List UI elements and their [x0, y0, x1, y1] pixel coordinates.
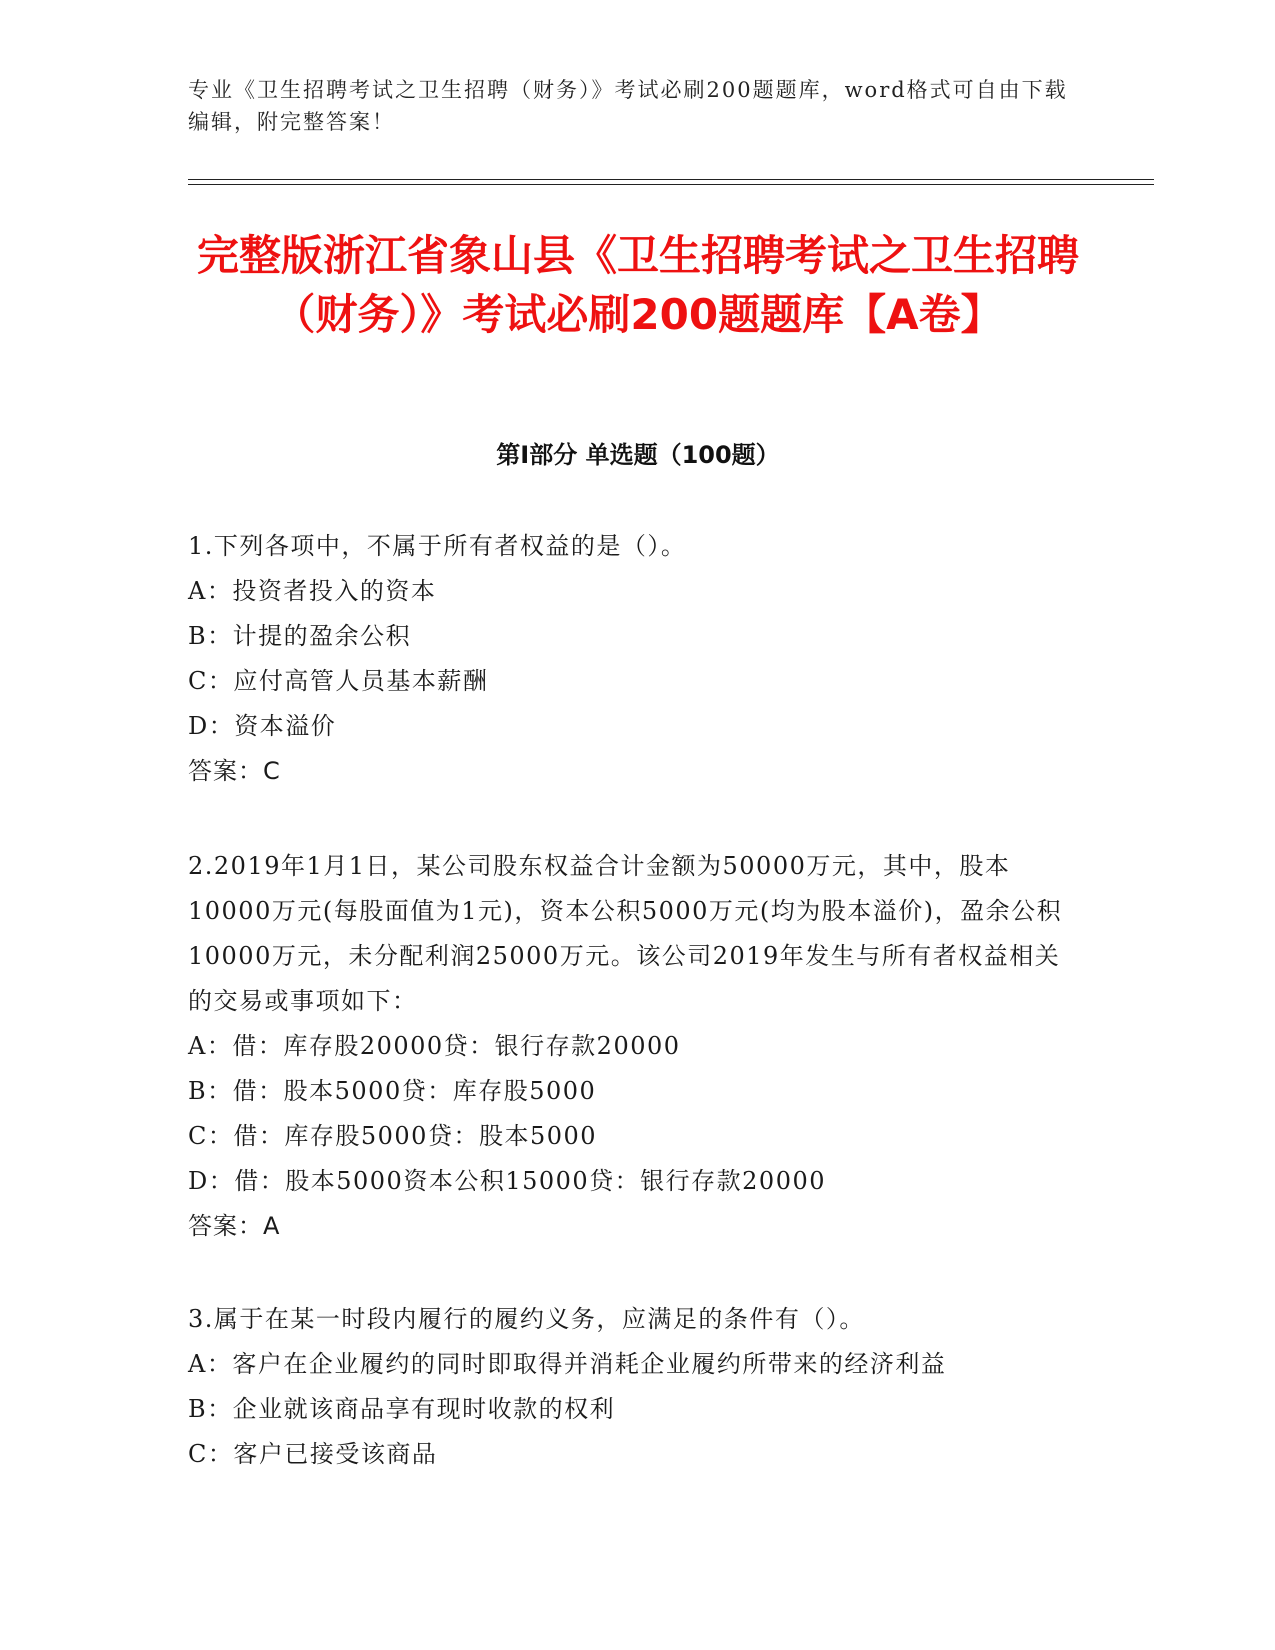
header-note: 专业《卫生招聘考试之卫生招聘（财务）》考试必刷200题题库，word格式可自由下载编辑，附完整答案！ [188, 78, 1068, 134]
header-divider-top [188, 179, 1154, 180]
option-d: D：借：股本5000资本公积15000贷：银行存款20000 [188, 1167, 827, 1195]
option-a: A：借：库存股20000贷：银行存款20000 [188, 1032, 681, 1060]
question-stem: 3.属于在某一时段内履行的履约义务，应满足的条件有（）。 [188, 1305, 865, 1333]
answer: 答案：A [188, 1212, 281, 1240]
section-heading: 第I部分 单选题（100题） [496, 441, 780, 469]
option-b: B：计提的盈余公积 [188, 622, 412, 650]
document-title: 完整版浙江省象山县《卫生招聘考试之卫生招聘（财务）》考试必刷200题题库【A卷】 [196, 231, 1079, 339]
option-d: D：资本溢价 [188, 712, 337, 740]
option-c: C：应付高管人员基本薪酬 [188, 667, 489, 695]
option-c: C：客户已接受该商品 [188, 1440, 438, 1468]
question-2 [188, 844, 1068, 1249]
header-divider-bottom [188, 184, 1154, 185]
option-b: B：借：股本5000贷：库存股5000 [188, 1077, 597, 1105]
option-b: B：企业就该商品享有现时收款的权利 [188, 1395, 616, 1423]
answer: 答案：C [188, 757, 281, 785]
question-stem: 2.2019年1月1日，某公司股东权益合计金额为50000万元，其中，股本10000万元(每股面值为1元)，资本公积5000万元(均为股本溢价)，盈余公积10000万元，未分配利润25000万元。该公司2019年发生与所有者权益相关的交易或事项如下： [188, 852, 1063, 1015]
question-1 [188, 524, 1068, 794]
option-a: A：客户在企业履约的同时即取得并消耗企业履约所带来的经济利益 [188, 1350, 947, 1378]
question-3 [188, 1297, 1068, 1477]
option-a: A：投资者投入的资本 [188, 577, 437, 605]
question-stem: 1.下列各项中，不属于所有者权益的是（）。 [188, 532, 687, 560]
option-c: C：借：库存股5000贷：股本5000 [188, 1122, 598, 1150]
